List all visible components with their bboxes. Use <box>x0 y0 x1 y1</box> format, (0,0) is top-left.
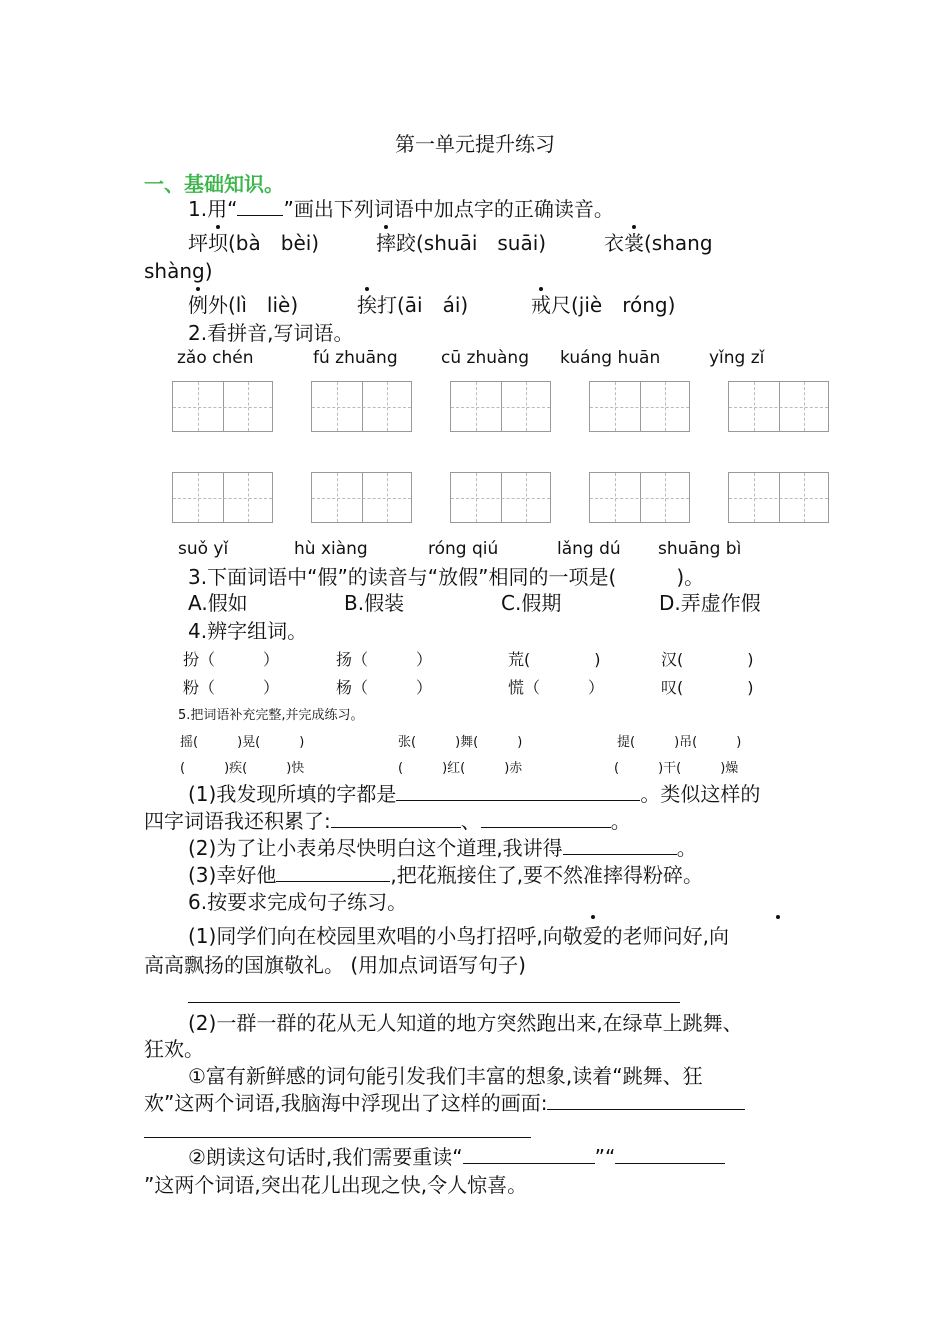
q1-item-3 <box>604 230 713 256</box>
q5-sub3-text-a: (3)幸好他 <box>188 863 277 887</box>
q1-underline-sample <box>237 197 283 216</box>
q1-item-3-options[interactable]: (shang <box>644 231 713 255</box>
q6-s2-line4 <box>144 1090 745 1116</box>
q1-item-6 <box>531 292 675 318</box>
q4-row1-item-4[interactable]: 汉( ) <box>661 650 754 669</box>
q6-s1-dot-1 <box>591 915 595 919</box>
q2-prompt: 2.看拼音,写词语。 <box>188 321 354 345</box>
q2-pinyin-top-4: kuáng huān <box>560 348 661 368</box>
q5-sub1-blank-3[interactable] <box>481 809 611 828</box>
q2-grid-top-5[interactable] <box>728 381 829 432</box>
q5-sub1-line1 <box>188 781 760 807</box>
q2-grid-bottom-5[interactable] <box>728 472 829 523</box>
q1-item-1-dotted-char: 坝 <box>208 231 228 255</box>
q4-prompt: 4.辨字组词。 <box>188 619 308 643</box>
q2-pinyin-top-3: cū zhuàng <box>441 348 529 368</box>
q1-item-6-dotted-char: 戒 <box>531 293 551 317</box>
q5-sub1-line2 <box>144 808 631 834</box>
q1-item-3-char1: 衣 <box>604 231 624 255</box>
q1-item-4 <box>188 292 298 318</box>
q2-grid-bottom-4[interactable] <box>589 472 690 523</box>
q5-sub3-blank[interactable] <box>276 863 390 882</box>
q4-row2-item-1[interactable]: 粉（ ） <box>183 678 280 697</box>
q6-s2-line2: 狂欢。 <box>144 1037 204 1061</box>
q5-sub1-text-c: 四字词语我还积累了: <box>144 809 331 833</box>
q6-s2-line3: ①富有新鲜感的词句能引发我们丰富的想象,读着“跳舞、狂 <box>188 1064 703 1088</box>
page-title: 第一单元提升练习 <box>395 132 555 156</box>
q5-prompt: 5.把词语补充完整,并完成练习。 <box>178 708 364 723</box>
q1-item-2-char2: 跤 <box>396 231 416 255</box>
q4-row1-item-3[interactable]: 荒( ) <box>508 650 601 669</box>
q5-sub3 <box>188 862 703 888</box>
q5-row2-item-1[interactable]: ( )疾( )快 <box>180 761 305 776</box>
q6-s2-text-e: ②朗读这句话时,我们需要重读“ <box>188 1145 463 1169</box>
q3-option-a[interactable]: A.假如 <box>188 591 248 615</box>
q1-item-3-wrap[interactable]: shàng) <box>144 259 213 283</box>
q2-grid-bottom-2[interactable] <box>311 472 412 523</box>
q1-item-6-options[interactable]: (jiè róng) <box>571 293 676 317</box>
q1-item-1-char1: 坪 <box>188 231 208 255</box>
q2-pinyin-bottom-5: shuāng bì <box>658 539 742 559</box>
q2-grid-bottom-3[interactable] <box>450 472 551 523</box>
q1-item-2-options[interactable]: (shuāi suāi) <box>416 231 547 255</box>
q4-row1-item-1[interactable]: 扮（ ） <box>183 650 280 669</box>
q2-grid-top-3[interactable] <box>450 381 551 432</box>
q2-grid-top-4[interactable] <box>589 381 690 432</box>
q1-prompt <box>188 196 614 222</box>
q1-item-1-options[interactable]: (bà bèi) <box>228 231 320 255</box>
q3-prompt: 3.下面词语中“假”的读音与“放假”相同的一项是( )。 <box>188 565 705 589</box>
q5-sub1-text-a: (1)我发现所填的字都是 <box>188 782 397 806</box>
q1-item-4-options[interactable]: (lì liè) <box>228 293 299 317</box>
q1-prompt-b: ”画出下列词语中加点字的正确读音。 <box>283 197 614 221</box>
q2-pinyin-top-1: zǎo chén <box>177 348 254 368</box>
q5-sub2 <box>188 835 697 861</box>
q6-s2-blank-3[interactable] <box>615 1145 725 1164</box>
q4-row2-item-2[interactable]: 杨（ ） <box>336 678 433 697</box>
q1-item-4-dotted-char: 例 <box>188 293 208 317</box>
q5-sub1-blank-1[interactable] <box>396 782 640 801</box>
q5-sub2-text-b: 。 <box>676 836 697 860</box>
q2-pinyin-bottom-4: lǎng dú <box>557 539 621 559</box>
q1-item-6-char2: 尺 <box>551 293 571 317</box>
q5-sub1-text-b: 。类似这样的 <box>640 782 761 806</box>
q6-s1-dot-2 <box>776 915 780 919</box>
q2-pinyin-top-2: fú zhuāng <box>313 348 398 368</box>
q6-s2-blank-1[interactable] <box>547 1091 745 1110</box>
q5-sub3-text-b: ,把花瓶接住了,要不然准摔得粉碎。 <box>390 863 704 887</box>
q5-sub2-blank[interactable] <box>563 836 677 855</box>
q6-s1-line1: (1)同学们向在校园里欢唱的小鸟打招呼,向敬爱的老师问好,向 <box>188 924 730 948</box>
q1-item-3-dotted-char: 裳 <box>624 231 644 255</box>
q2-grid-bottom-1[interactable] <box>172 472 273 523</box>
section-heading-basics: 一、基础知识。 <box>144 172 284 196</box>
q1-item-4-char2: 外 <box>208 293 228 317</box>
q5-row1-item-2[interactable]: 张( )舞( ) <box>398 735 523 750</box>
q6-s2-answer-line[interactable] <box>144 1137 531 1138</box>
q6-s1-line2: 高高飘扬的国旗敬礼。 (用加点词语写句子) <box>144 953 526 977</box>
q6-s2-text-d: 欢”这两个词语,我脑海中浮现出了这样的画面: <box>144 1091 548 1115</box>
q1-item-5-char2: 打 <box>377 293 397 317</box>
q5-sub1-text-d: 、 <box>460 809 481 833</box>
q4-row2-item-3[interactable]: 慌（ ） <box>508 678 605 697</box>
q6-s2-line6: ”这两个词语,突出花儿出现之快,令人惊喜。 <box>144 1173 528 1197</box>
q1-item-2 <box>376 230 546 256</box>
q1-item-5-options[interactable]: (āi ái) <box>397 293 469 317</box>
q2-pinyin-bottom-3: róng qiú <box>428 539 499 559</box>
q1-item-5 <box>357 292 468 318</box>
q5-sub1-text-e: 。 <box>610 809 631 833</box>
q1-item-5-dotted-char: 挨 <box>357 293 377 317</box>
q5-row2-item-3[interactable]: ( )干( )燥 <box>614 761 739 776</box>
q6-s2-blank-2[interactable] <box>463 1145 595 1164</box>
q2-grid-top-2[interactable] <box>311 381 412 432</box>
q5-sub1-blank-2[interactable] <box>331 809 461 828</box>
q6-s2-text-f: ”“ <box>594 1145 616 1169</box>
q2-grid-top-1[interactable] <box>172 381 273 432</box>
q6-prompt: 6.按要求完成句子练习。 <box>188 890 408 914</box>
q3-option-d[interactable]: D.弄虚作假 <box>659 591 761 615</box>
q2-pinyin-top-5: yǐng zǐ <box>709 348 765 368</box>
q6-s2-line5 <box>188 1144 725 1170</box>
q4-row1-item-2[interactable]: 扬（ ） <box>336 650 433 669</box>
q3-option-b[interactable]: B.假装 <box>344 591 405 615</box>
q3-option-c[interactable]: C.假期 <box>501 591 562 615</box>
q1-item-2-dotted-char: 摔 <box>376 231 396 255</box>
q5-row1-item-1[interactable]: 摇( )晃( ) <box>180 735 305 750</box>
q6-s2-line1: (2)一群一群的花从无人知道的地方突然跑出来,在绿草上跳舞、 <box>188 1011 743 1035</box>
q5-row1-item-3[interactable]: 提( )吊( ) <box>617 735 742 750</box>
q6-s1-answer-line[interactable] <box>188 1002 680 1003</box>
q5-sub2-text-a: (2)为了让小表弟尽快明白这个道理,我讲得 <box>188 836 563 860</box>
q5-row2-item-2[interactable]: ( )红( )赤 <box>398 761 523 776</box>
q2-pinyin-bottom-2: hù xiàng <box>294 539 368 559</box>
q1-prompt-a: 1.用“ <box>188 197 238 221</box>
q4-row2-item-4[interactable]: 叹( ) <box>661 678 754 697</box>
q2-pinyin-bottom-1: suǒ yǐ <box>178 539 229 559</box>
q1-item-1 <box>188 230 319 256</box>
